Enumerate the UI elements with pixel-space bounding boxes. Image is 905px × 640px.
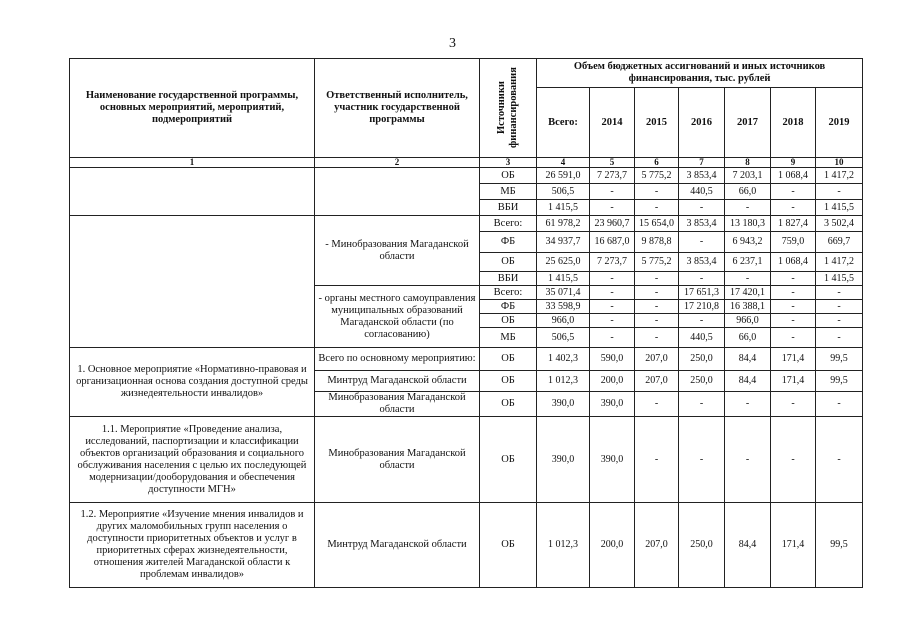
header-year-2014: 2014 [590, 88, 635, 158]
column-number: 2 [315, 158, 480, 168]
program-main: 1. Основное мероприятие «Нормативно-правовая и организационная основа создания доступной среды жизнедеятельности инвалидов» [70, 348, 315, 417]
source-cell: ВБИ [480, 200, 537, 216]
value-cell: - [771, 417, 816, 503]
value-cell: 1 068,4 [771, 168, 816, 184]
executor-minobr-main: Минобразования Магаданской области [315, 392, 480, 417]
value-cell: 207,0 [635, 348, 679, 371]
value-cell: 506,5 [537, 184, 590, 200]
value-cell: 35 071,4 [537, 286, 590, 300]
value-cell: 440,5 [679, 184, 725, 200]
value-cell: - [635, 392, 679, 417]
value-cell: - [816, 184, 863, 200]
value-cell: 3 853,4 [679, 253, 725, 272]
source-cell: ОБ [480, 253, 537, 272]
value-cell: 25 625,0 [537, 253, 590, 272]
header-source-text: Источники финансирования [496, 67, 519, 149]
header-year-2019: 2019 [816, 88, 863, 158]
value-cell: - [635, 200, 679, 216]
source-cell: ФБ [480, 300, 537, 314]
value-cell: - [590, 272, 635, 286]
value-cell: 440,5 [679, 328, 725, 348]
value-cell: 66,0 [725, 184, 771, 200]
program-activity-1-1: 1.1. Мероприятие «Проведение анализа, исследований, паспортизации и классификации объектов организаций образования и социального обслуживания населения с целью их последующей модернизации/дооборудования и обеспечения доступности МГН» [70, 417, 315, 503]
value-cell: - [725, 417, 771, 503]
value-cell: 390,0 [537, 417, 590, 503]
value-cell: - [679, 392, 725, 417]
value-cell: - [590, 184, 635, 200]
value-cell: 966,0 [725, 314, 771, 328]
value-cell: - [635, 328, 679, 348]
value-cell: 1 417,2 [816, 168, 863, 184]
value-cell: - [725, 200, 771, 216]
value-cell: 1 012,3 [537, 503, 590, 588]
column-number: 6 [635, 158, 679, 168]
value-cell: - [771, 328, 816, 348]
value-cell: - [635, 272, 679, 286]
value-cell: - [771, 392, 816, 417]
source-cell: МБ [480, 328, 537, 348]
table-row [70, 503, 863, 588]
value-cell: - [590, 328, 635, 348]
column-number: 1 [70, 158, 315, 168]
value-cell: 5 775,2 [635, 168, 679, 184]
source-cell: Всего: [480, 286, 537, 300]
header-year-2015: 2015 [635, 88, 679, 158]
table-row [70, 348, 863, 371]
value-cell: 1 417,2 [816, 253, 863, 272]
value-cell: 3 502,4 [816, 216, 863, 232]
value-cell: 17 420,1 [725, 286, 771, 300]
value-cell: 61 978,2 [537, 216, 590, 232]
value-cell: - [771, 184, 816, 200]
column-number: 4 [537, 158, 590, 168]
value-cell: 250,0 [679, 503, 725, 588]
value-cell: - [679, 200, 725, 216]
value-cell: - [771, 300, 816, 314]
table-row [70, 417, 863, 503]
column-numbers-row [70, 158, 863, 168]
value-cell: 1 415,5 [537, 200, 590, 216]
program-cell-empty [70, 168, 315, 216]
value-cell: - [679, 314, 725, 328]
value-cell: - [590, 314, 635, 328]
value-cell: 66,0 [725, 328, 771, 348]
value-cell: - [771, 272, 816, 286]
executor-omsu: - органы местного самоуправления муниципальных образований Магаданской области (по согласованию) [315, 286, 480, 348]
source-cell: ОБ [480, 348, 537, 371]
value-cell: 26 591,0 [537, 168, 590, 184]
value-cell: - [771, 314, 816, 328]
value-cell: 200,0 [590, 371, 635, 392]
value-cell: 1 068,4 [771, 253, 816, 272]
column-number: 10 [816, 158, 863, 168]
source-cell: ФБ [480, 232, 537, 253]
value-cell: 17 651,3 [679, 286, 725, 300]
program-cell-empty [70, 216, 315, 348]
value-cell: 200,0 [590, 503, 635, 588]
value-cell: - [635, 300, 679, 314]
value-cell: 250,0 [679, 371, 725, 392]
source-cell: Всего: [480, 216, 537, 232]
value-cell: - [816, 300, 863, 314]
value-cell: 966,0 [537, 314, 590, 328]
executor-mintrud-1-2: Минтруд Магаданской области [315, 503, 480, 588]
source-cell: ОБ [480, 314, 537, 328]
value-cell: 1 415,5 [816, 200, 863, 216]
value-cell: 84,4 [725, 371, 771, 392]
budget-table [69, 58, 863, 588]
header-year-2017: 2017 [725, 88, 771, 158]
value-cell: 1 415,5 [816, 272, 863, 286]
value-cell: 171,4 [771, 503, 816, 588]
value-cell: 1 415,5 [537, 272, 590, 286]
value-cell: 390,0 [590, 392, 635, 417]
value-cell: 3 853,4 [679, 216, 725, 232]
header-year-2016: 2016 [679, 88, 725, 158]
value-cell: 7 273,7 [590, 253, 635, 272]
value-cell: - [816, 392, 863, 417]
value-cell: - [679, 417, 725, 503]
page-number: 3 [449, 36, 456, 51]
value-cell: 84,4 [725, 503, 771, 588]
column-number: 8 [725, 158, 771, 168]
executor-total-main: Всего по основному мероприятию: [315, 348, 480, 371]
source-cell: МБ [480, 184, 537, 200]
column-number: 3 [480, 158, 537, 168]
value-cell: 7 273,7 [590, 168, 635, 184]
header-program: Наименование государственной программы, основных мероприятий, мероприятий, подмероприятий [70, 59, 315, 158]
value-cell: 5 775,2 [635, 253, 679, 272]
header-executor: Ответственный исполнитель, участник государственной программы [315, 59, 480, 158]
header-source [480, 59, 537, 158]
value-cell: 759,0 [771, 232, 816, 253]
header-volume: Объем бюджетных ассигнований и иных источников финансирования, тыс. рублей [537, 59, 863, 88]
value-cell: - [816, 286, 863, 300]
value-cell: 6 943,2 [725, 232, 771, 253]
source-cell: ОБ [480, 417, 537, 503]
value-cell: 16 388,1 [725, 300, 771, 314]
value-cell: - [816, 314, 863, 328]
value-cell: 171,4 [771, 371, 816, 392]
value-cell: - [679, 232, 725, 253]
value-cell: 506,5 [537, 328, 590, 348]
value-cell: 390,0 [590, 417, 635, 503]
value-cell: 1 402,3 [537, 348, 590, 371]
value-cell: - [635, 314, 679, 328]
value-cell: 17 210,8 [679, 300, 725, 314]
value-cell: - [816, 417, 863, 503]
source-cell: ОБ [480, 371, 537, 392]
value-cell: 99,5 [816, 348, 863, 371]
value-cell: - [725, 272, 771, 286]
executor-cell-empty [315, 168, 480, 216]
value-cell: 34 937,7 [537, 232, 590, 253]
value-cell: 590,0 [590, 348, 635, 371]
value-cell: 250,0 [679, 348, 725, 371]
column-number: 7 [679, 158, 725, 168]
value-cell: 99,5 [816, 503, 863, 588]
value-cell: - [635, 286, 679, 300]
table-row [70, 216, 863, 232]
header-year-2018: 2018 [771, 88, 816, 158]
column-number: 9 [771, 158, 816, 168]
executor-mintrud: Минтруд Магаданской области [315, 371, 480, 392]
value-cell: - [816, 328, 863, 348]
source-cell: ОБ [480, 503, 537, 588]
value-cell: 207,0 [635, 503, 679, 588]
header-total: Всего: [537, 88, 590, 158]
value-cell: 3 853,4 [679, 168, 725, 184]
value-cell: 669,7 [816, 232, 863, 253]
value-cell: - [771, 286, 816, 300]
source-cell: ВБИ [480, 272, 537, 286]
value-cell: 23 960,7 [590, 216, 635, 232]
executor-minobr: - Минобразования Магаданской области [315, 216, 480, 286]
value-cell: 390,0 [537, 392, 590, 417]
value-cell: - [771, 200, 816, 216]
value-cell: - [590, 286, 635, 300]
value-cell: - [725, 392, 771, 417]
value-cell: 7 203,1 [725, 168, 771, 184]
value-cell: 1 827,4 [771, 216, 816, 232]
table-row [70, 168, 863, 184]
value-cell: - [635, 417, 679, 503]
value-cell: 1 012,3 [537, 371, 590, 392]
program-activity-1-2: 1.2. Мероприятие «Изучение мнения инвалидов и других маломобильных групп населения о доступности приоритетных объектов и услуг в приоритетных сферах жизнедеятельности, отношения жителей Магаданской области к проблемам инвалидов» [70, 503, 315, 588]
executor-minobr-1-1: Минобразования Магаданской области [315, 417, 480, 503]
source-cell: ОБ [480, 392, 537, 417]
value-cell: 16 687,0 [590, 232, 635, 253]
value-cell: 9 878,8 [635, 232, 679, 253]
value-cell: 33 598,9 [537, 300, 590, 314]
value-cell: - [635, 184, 679, 200]
value-cell: 15 654,0 [635, 216, 679, 232]
source-cell: ОБ [480, 168, 537, 184]
value-cell: 13 180,3 [725, 216, 771, 232]
column-number: 5 [590, 158, 635, 168]
value-cell: 84,4 [725, 348, 771, 371]
value-cell: - [590, 300, 635, 314]
value-cell: 207,0 [635, 371, 679, 392]
value-cell: 6 237,1 [725, 253, 771, 272]
value-cell: 171,4 [771, 348, 816, 371]
value-cell: 99,5 [816, 371, 863, 392]
value-cell: - [679, 272, 725, 286]
value-cell: - [590, 200, 635, 216]
